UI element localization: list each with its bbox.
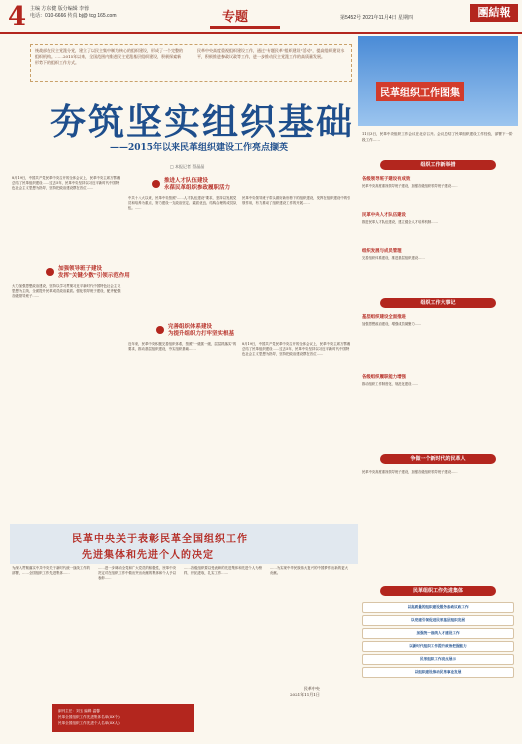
list-item: 以高质量的组织建设服务参政议政工作 — [362, 602, 514, 613]
lead-box — [30, 44, 352, 82]
article-col-5: 近年来，民革中央积极完善组织体系，按照"一级抓一级，层层抓落实"的要求，推动基层组织建设，夯实组织基础…… — [128, 342, 237, 352]
section-icon — [152, 180, 160, 188]
sidebar-list — [362, 602, 514, 680]
sidebar-subhead-2: 民革中央人才队伍建设 — [362, 213, 406, 218]
section-icon — [46, 268, 54, 276]
sidebar-subhead-5: 各级组织履职能力增强 — [362, 375, 406, 380]
sidebar-heading-1: 组织工作新举措 — [380, 160, 496, 170]
masthead — [0, 0, 522, 34]
sidebar-paragraph-5: 推动组织工作制度化、规范化建设…… — [362, 382, 419, 386]
issue-info: 第5452号 2021年11月4日 星期四 — [340, 15, 413, 21]
sidebar-paragraph-4: 加强思想政治建设，增强成员凝聚力…… — [362, 322, 422, 326]
section-topic: 专题 — [222, 10, 249, 25]
decision-col-4: ……为实现中华民族伟大复兴的中国梦作出新的更大贡献。 — [270, 566, 348, 575]
sidebar-banner-title: 民革组织工作图集 — [376, 82, 464, 101]
sidebar-paragraph-6: 民革中央高度重视领导班子建设，加强各级组织领导班子建设…… — [362, 470, 458, 474]
sidebar-heading-2: 组织工作大事记 — [380, 298, 496, 308]
list-item: 民革组织工作亮点展示 — [362, 654, 514, 665]
sidebar-intro: 11月3日，民革中央组织工作会议在北京召开。会议总结了民革组织建设工作经验，部署下一阶段工作…… — [362, 132, 513, 142]
banner-line-1: 民革中央关于表彰民革全国组织工作 — [72, 534, 248, 545]
sidebar-subhead-4: 基层组织建设全面推进 — [362, 315, 406, 320]
sidebar-paragraph-2: 推进民革人才队伍建设，建立健全人才培养机制…… — [362, 220, 438, 224]
list-item: 以新时代组织工作提升政治把握能力 — [362, 641, 514, 652]
section-heading-2: 推进人才队伍建设 永葆民革组织参政履职活力 — [164, 178, 231, 191]
article-col-1: 8月19日，中国共产党民革中央召开的全体会议上，民革中央主席万鄂湘总结了民革组织建设……过去5年，民革中央坚持以习近平新时代中国特色社会主义思想为指导，坚持把政治建设摆在首位…… — [12, 176, 121, 191]
section-heading-1: 加强领导班子建设 发挥"关键少数"引领示范作用 — [58, 266, 130, 279]
section-heading-3: 完善组织体系建设 为提升组织力打牢坚实根基 — [168, 324, 235, 337]
decision-signature: 民革中央 2021年11月1日 — [290, 686, 320, 697]
lead-col-1: 统战部在民主党派分党，建立了以民主集中制为核心的组织建设，形成了一个完整的组织机构。……2015年以来，全国范围内推进民主党派基层组织建设，积极探索新形势下的组织工作方式。 — [35, 48, 183, 65]
decision-col-3: ……各级组织要以受表彰的先进集体和先进个人为榜样，开拓进取，扎实工作…… — [184, 566, 262, 575]
article-col-3: 中共十八大以来，民革中央按照"……人才队伍建设"要求，坚持以发展党员和培养为重点，努力建设一支政治坚定、素质优良、结构合理的成员队伍。…… — [128, 196, 237, 211]
sidebar-banner-image — [358, 36, 518, 126]
masthead-editor-info: 主编 方东健 版分编辑 李蓉 电话：010-6666 传真 bj@ tcg 165.com — [30, 6, 117, 19]
list-item: 加强统一战线人才建设工作 — [362, 628, 514, 639]
sidebar-subhead-1: 各级领导班子建设有成效 — [362, 177, 411, 182]
sidebar-subhead-3: 组织发展与成员管理 — [362, 249, 402, 254]
sidebar-paragraph-3: 完善组织体系建设，推进基层组织建设…… — [362, 256, 425, 260]
sidebar-paragraph-1: 民革中央高度重视领导班子建设，加强各级组织领导班子建设…… — [362, 184, 458, 188]
article-col-4: 民革中央领导班子带头做好新形势下的组织建设，发挥在组织建设中的引领作用，有力推动了组织建设工作的开展…… — [242, 196, 351, 206]
sidebar-heading-3: 争做一个新时代的民革人 — [380, 454, 496, 464]
banner-line-2: 先进集体和先进个人的决定 — [82, 550, 214, 561]
list-item: 以组织建设推动民革事业发展 — [362, 667, 514, 678]
footnote-box: 副刊主任：刘玉 编辑 温馨 民革全国组织工作先进集体名单(XX个) 民革全国组织工作先进个人名单(XX人) — [52, 704, 194, 732]
newspaper-logo: 團結報 — [470, 4, 518, 22]
article-col-6: 8月19日，中国共产党民革中央召开的全体会议上，民革中央主席万鄂湘总结了民革组织建设……过去5年，民革中央坚持以习近平新时代中国特色社会主义思想为指导，坚持把政治建设摆在首位…… — [242, 342, 351, 357]
topic-underline — [210, 26, 280, 29]
section-icon — [156, 326, 164, 334]
list-item: 以党建引领促进民革基层组织发展 — [362, 615, 514, 626]
page-number: 4 — [8, 2, 27, 32]
decision-banner — [10, 524, 358, 564]
lead-col-2: 民革中央高度重视组织建设工作，通过"专题民革"组织建设"活动"，提高组织建设水平，积极推进参政议政等工作，进一步推动民主党派工作的高质量发展。 — [197, 48, 345, 59]
right-sidebar — [358, 36, 518, 738]
decision-col-2: ……进一步调动全党和广大党员的积极性，民革中央决定对在组织工作中做出突出贡献的集体和个人予以表彰…… — [98, 566, 176, 580]
main-headline: 夯筑坚实组织基础 — [50, 101, 355, 143]
decision-col-1: 为深入贯彻落实中共中央关于新时代统一战线工作的部署，……全国组织工作先进集体…… — [12, 566, 90, 575]
main-subheadline: ——2015年以来民革组织建设工作亮点撷英 — [110, 143, 289, 153]
article-col-2: 大力加强思想政治建设，坚持以学习贯彻习近平新时代中国特色社会主义思想为主线，全面提升民革成员政治素质。强化领导班子建设，配齐配强各级领导班子…… — [12, 284, 121, 299]
sidebar-heading-4: 民革组织工作先进集体 — [380, 586, 496, 596]
byline: □ 本报记者 蔡晶晶 — [170, 164, 205, 169]
